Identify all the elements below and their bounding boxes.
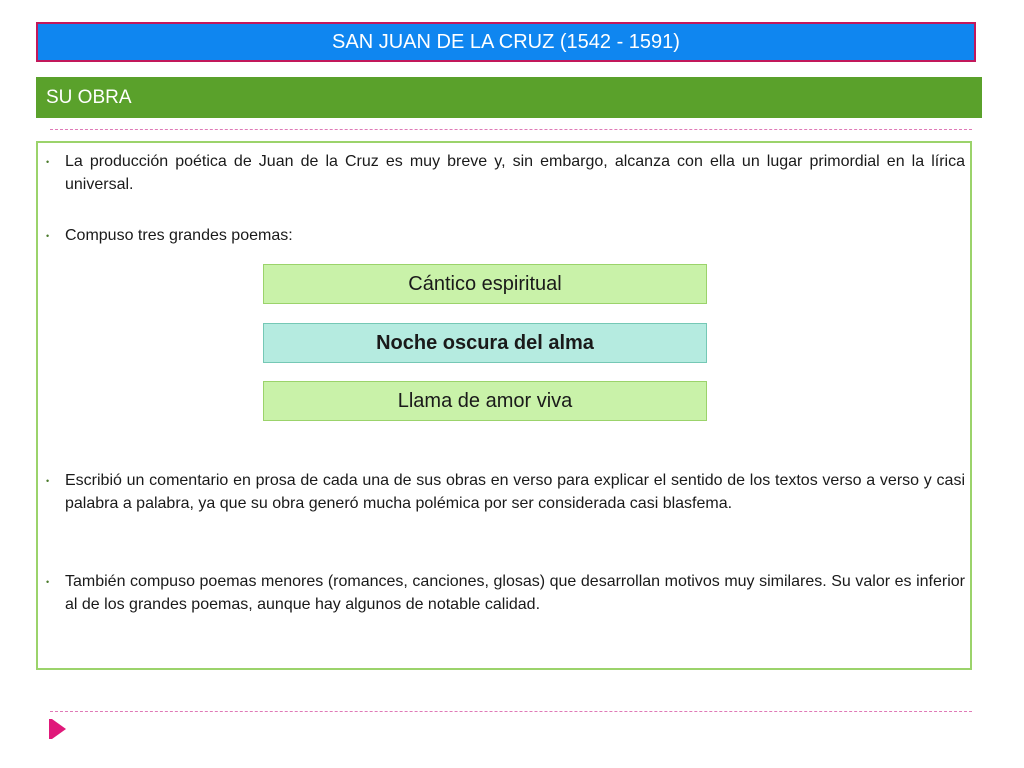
bullet-item: • También compuso poemas menores (romances, canciones, glosas) que desarrollan motivos muy similares. Su valor es inferior al de los grandes poemas, aunque hay algunos de notable calidad. (65, 570, 965, 616)
play-icon[interactable] (52, 719, 66, 739)
section-title: SU OBRA (36, 77, 982, 118)
poem-box-cantico: Cántico espiritual (263, 264, 707, 304)
slide-title: SAN JUAN DE LA CRUZ (1542 - 1591) (36, 22, 976, 62)
bullet-item: • Compuso tres grandes poemas: (65, 224, 965, 247)
poem-box-noche: Noche oscura del alma (263, 323, 707, 363)
divider-top (50, 129, 972, 130)
bullet-item: • Escribió un comentario en prosa de cada una de sus obras en verso para explicar el sentido de los textos verso a verso y casi palabra a palabra, ya que su obra generó mucha polémica por ser considerada casi blasfema. (65, 469, 965, 515)
divider-bottom (50, 711, 972, 712)
poem-box-llama: Llama de amor viva (263, 381, 707, 421)
bullet-item: • La producción poética de Juan de la Cruz es muy breve y, sin embargo, alcanza con ella un lugar primordial en la lírica universal. (65, 150, 965, 196)
content-box (36, 141, 972, 670)
